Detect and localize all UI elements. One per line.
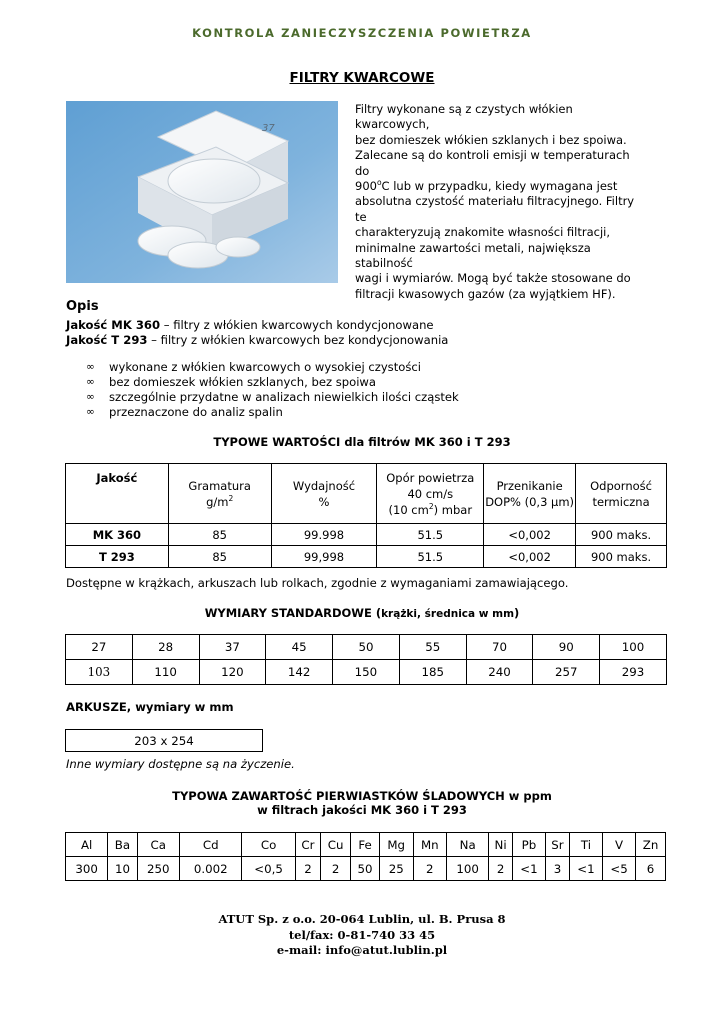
- table-cell: 0.002: [179, 857, 242, 881]
- standard-sizes-caption: WYMIARY STANDARDOWE (krążki, średnica w mm): [204, 606, 520, 620]
- table-cell: T 293: [66, 546, 169, 568]
- table-cell: Zn: [636, 833, 666, 857]
- table-cell: 120: [199, 660, 266, 685]
- table-cell: 2: [489, 857, 513, 881]
- table-cell: Na: [447, 833, 489, 857]
- table-row: [66, 546, 667, 568]
- list-item: ∞ szczególnie przydatne w analizach niewielkich ilości cząstek: [86, 390, 459, 404]
- temp-unit: C: [381, 179, 390, 194]
- quality-t293: [66, 333, 448, 347]
- typical-values-caption: TYPOWE WARTOŚCI dla filtrów MK 360 i T 293: [213, 435, 511, 449]
- table-row: [66, 635, 667, 660]
- table-cell: 103: [66, 660, 133, 685]
- table-cell: Ti: [569, 833, 602, 857]
- table-header-row: [66, 464, 667, 524]
- table-cell: 37: [199, 635, 266, 660]
- table-cell: 6: [636, 857, 666, 881]
- quality-name: Jakość T 293: [66, 333, 148, 347]
- table-cell: 51.5: [377, 546, 484, 568]
- intro-paragraph: [355, 102, 645, 302]
- table-row: [66, 660, 667, 685]
- table-cell: Co: [242, 833, 295, 857]
- table-cell: Al: [66, 833, 108, 857]
- intro-line-text: lub w przypadku, kiedy wymagana jest: [393, 179, 618, 194]
- page-header: KONTROLA ZANIECZYSZCZENIA POWIETRZA: [192, 26, 532, 40]
- table-cell: 99.998: [271, 524, 377, 546]
- infinity-bullet-icon: ∞: [86, 391, 95, 403]
- infinity-bullet-icon: ∞: [86, 361, 95, 373]
- table-cell: 28: [132, 635, 199, 660]
- table-cell: 100: [447, 857, 489, 881]
- header-yield: Wydajność %: [271, 464, 377, 524]
- footer-address: ATUT Sp. z o.o. 20-064 Lublin, ul. B. Prusa 8: [218, 912, 506, 926]
- intro-line: minimalne zawartości metali, największa stabilność: [355, 240, 591, 271]
- intro-line: [355, 179, 645, 194]
- table-cell: Sr: [545, 833, 569, 857]
- table-cell: 99,998: [271, 546, 377, 568]
- typical-values-table: [65, 463, 667, 568]
- intro-line: charakteryzują znakomite własności filtracji,: [355, 225, 611, 240]
- footer: [0, 912, 724, 959]
- table-cell: 185: [399, 660, 466, 685]
- table-cell: Pb: [512, 833, 545, 857]
- box-label: 37: [262, 123, 275, 134]
- degree-sup: o: [376, 178, 382, 188]
- standard-sizes-table: [65, 634, 667, 685]
- quality-name: Jakość MK 360: [66, 318, 161, 332]
- list-item: ∞ bez domieszek włókien szklanych, bez spoiwa: [86, 375, 377, 389]
- footer-email: e-mail: info@atut.lublin.pl: [276, 943, 448, 957]
- header-thermal: Odporność termiczna: [576, 464, 667, 524]
- table-cell: 250: [137, 857, 179, 881]
- temp-value: 900: [355, 179, 377, 194]
- header-grammage: Gramatura $g/m^2$: [168, 464, 271, 524]
- table-row: [66, 730, 263, 752]
- table-cell: 2: [321, 857, 351, 881]
- table-cell: MK 360: [66, 524, 169, 546]
- sheets-note: Inne wymiary dostępne są na życzenie.: [66, 757, 295, 771]
- footer-phone: tel/fax: 0-81-740 33 45: [288, 927, 436, 942]
- table-cell: 2: [413, 857, 447, 881]
- table-cell: Mn: [413, 833, 447, 857]
- header-quality: Jakość: [66, 464, 169, 524]
- table-cell: 50: [351, 857, 380, 881]
- intro-line: bez domieszek włókien szklanych i bez spoiwa.: [355, 132, 627, 147]
- list-item: ∞ przeznaczone do analiz spalin: [86, 405, 283, 419]
- availability-note: Dostępne w krążkach, arkuszach lub rolkach, zgodnie z wymaganiami zamawiającego.: [66, 576, 569, 590]
- header-penetration: Przenikanie DOP% (0,3 μm): [484, 464, 576, 524]
- feature-list: [86, 360, 459, 420]
- table-cell: 110: [132, 660, 199, 685]
- product-photo: [66, 101, 338, 283]
- page-title: FILTRY KWARCOWE: [289, 70, 435, 86]
- table-cell: Mg: [379, 833, 413, 857]
- table-cell: 240: [466, 660, 533, 685]
- quality-mk360: [66, 318, 434, 332]
- table-cell: 85: [168, 524, 271, 546]
- trace-caption-line1: TYPOWA ZAWARTOŚĆ PIERWIASTKÓW ŚLADOWYCH w ppm: [172, 789, 552, 803]
- table-cell: 203 x 254: [66, 730, 263, 752]
- table-cell: Cd: [179, 833, 242, 857]
- quality-desc: – filtry z włókien kwarcowych kondycjonowane: [160, 318, 434, 332]
- table-cell: 25: [379, 857, 413, 881]
- table-cell: Fe: [351, 833, 380, 857]
- table-cell: Cr: [295, 833, 320, 857]
- sheets-heading: ARKUSZE, wymiary w mm: [66, 700, 234, 714]
- quality-desc: – filtry z włókien kwarcowych bez kondycjonowania: [147, 333, 449, 347]
- table-cell: 100: [600, 635, 667, 660]
- description-heading: Opis: [66, 299, 99, 314]
- table-cell: <0,002: [484, 524, 576, 546]
- table-cell: 142: [266, 660, 333, 685]
- trace-elements-table: [65, 832, 666, 881]
- table-cell: 900 maks.: [576, 524, 667, 546]
- table-cell: V: [603, 833, 636, 857]
- intro-line: absolutna czystość materiału filtracyjnego. Filtry te: [355, 194, 635, 224]
- table-row: [66, 857, 666, 881]
- infinity-bullet-icon: ∞: [86, 406, 95, 418]
- intro-line: wagi i wymiarów. Mogą być także stosowane do: [355, 271, 631, 286]
- table-cell: 150: [333, 660, 400, 685]
- table-cell: 900 maks.: [576, 546, 667, 568]
- table-cell: 50: [333, 635, 400, 660]
- table-cell: 85: [168, 546, 271, 568]
- table-cell: <5: [603, 857, 636, 881]
- table-cell: 3: [545, 857, 569, 881]
- table-cell: <1: [569, 857, 602, 881]
- table-cell: 55: [399, 635, 466, 660]
- table-cell: 300: [66, 857, 108, 881]
- table-cell: Ba: [108, 833, 137, 857]
- table-cell: 70: [466, 635, 533, 660]
- table-cell: 27: [66, 635, 133, 660]
- table-cell: 90: [533, 635, 600, 660]
- table-cell: 293: [600, 660, 667, 685]
- table-cell: Cu: [321, 833, 351, 857]
- table-row: [66, 524, 667, 546]
- table-cell: <1: [512, 857, 545, 881]
- infinity-bullet-icon: ∞: [86, 376, 95, 388]
- table-cell: Ca: [137, 833, 179, 857]
- table-cell: 45: [266, 635, 333, 660]
- intro-line: Zalecane są do kontroli emisji w temperaturach do: [355, 148, 630, 178]
- table-cell: <0,5: [242, 857, 295, 881]
- list-item: ∞ wykonane z włókien kwarcowych o wysokiej czystości: [86, 360, 421, 374]
- table-row: [66, 833, 666, 857]
- trace-caption-line2: w filtrach jakości MK 360 i T 293: [257, 803, 467, 817]
- table-cell: <0,002: [484, 546, 576, 568]
- table-cell: 10: [108, 857, 137, 881]
- intro-line: filtracji kwasowych gazów (za wyjątkiem HF).: [355, 286, 616, 301]
- sheets-table: [65, 729, 263, 752]
- table-cell: 51.5: [377, 524, 484, 546]
- table-cell: 257: [533, 660, 600, 685]
- table-cell: Ni: [489, 833, 513, 857]
- intro-line: Filtry wykonane są z czystych włókien kwarcowych,: [355, 102, 573, 132]
- header-air-resistance: Opór powietrza 40 cm/s (10 $cm^2$) mbar: [377, 464, 484, 524]
- table-cell: 2: [295, 857, 320, 881]
